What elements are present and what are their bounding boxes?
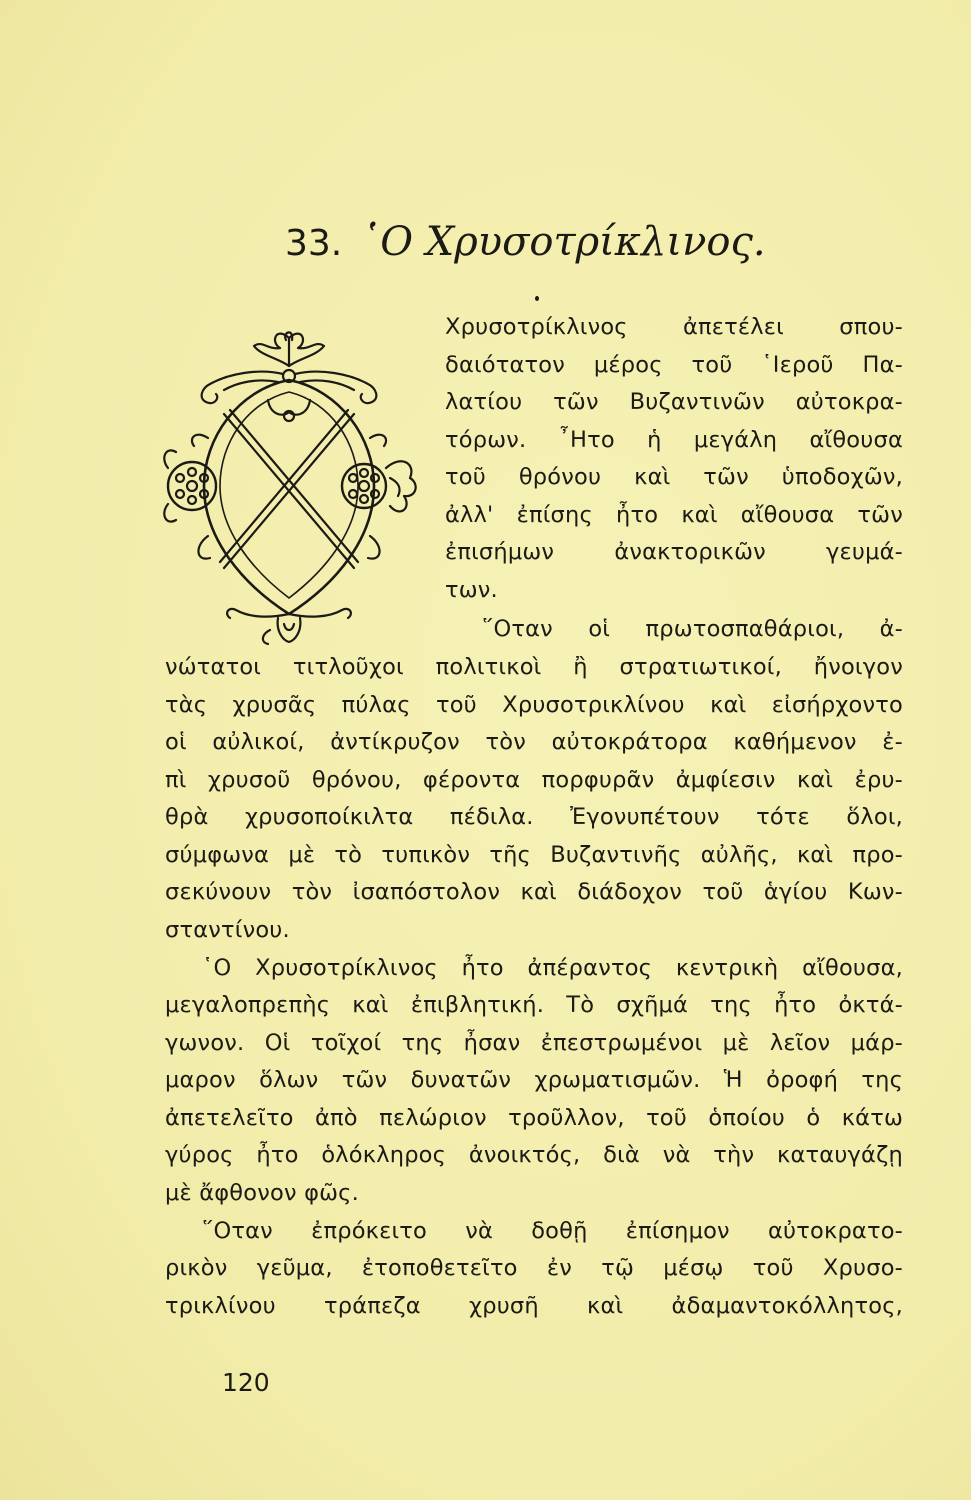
chapter-heading — [285, 219, 766, 265]
chapter-number: 33. — [285, 223, 343, 264]
ornamental-frame-icon — [158, 318, 420, 648]
page-number: 120 — [222, 1368, 270, 1397]
text-line: ῞Οταν οἱ πρωτοσπαθάριοι, ἀ- — [482, 616, 903, 642]
chapter-title: ῾Ο Χρυσοτρίκλινος. — [360, 219, 766, 265]
text-line: ρικὸν γεῦμα, ἐτοποθετεῖτο ἐν τῷ μέσῳ τοῦ Χρυσο- — [165, 1255, 903, 1281]
text-line: τοῦ θρόνου καὶ τῶν ὑποδοχῶν, — [445, 464, 903, 490]
text-line: θρὰ χρυσοποίκιλτα πέδιλα. Ἐγονυπέτουν τότε ὅλοι, — [165, 804, 903, 830]
text-line: ῾Ο Χρυσοτρίκλινος ἦτο ἀπέραντος κεντρικὴ αἴθουσα, — [202, 955, 903, 981]
text-line: μεγαλοπρεπὴς καὶ ἐπιβλητική. Τὸ σχῆμά της ἦτο ὀκτά- — [165, 992, 903, 1018]
text-line: σύμφωνα μὲ τὸ τυπικὸν τῆς Βυζαντινῆς αὐλῆς, καὶ προ- — [165, 842, 903, 868]
text-line: ἀπετελεῖτο ἀπὸ πελώριον τροῦλλον, τοῦ ὁποίου ὁ κάτω — [165, 1105, 903, 1131]
text-line: οἱ αὐλικοί, ἀντίκρυζον τὸν αὐτοκράτορα καθήμενον ἐ- — [165, 729, 903, 755]
text-line: μαρον ὅλων τῶν δυνατῶν χρωματισμῶν. Ἡ ὀροφή της — [165, 1067, 903, 1093]
text-line: ἐπισήμων ἀνακτορικῶν γευμά- — [445, 539, 903, 565]
text-line: πὶ χρυσοῦ θρόνου, φέροντα πορφυρᾶν ἀμφίεσιν καὶ ἐρυ- — [165, 767, 903, 793]
text-line: μὲ ἄφθονον φῶς. — [165, 1180, 359, 1206]
text-line: σταντίνου. — [165, 917, 290, 943]
text-line: γύρος ἦτο ὁλόκληρος ἀνοικτός, διὰ νὰ τὴν καταυγάζῃ — [165, 1142, 903, 1168]
text-line: νώτατοι τιτλοῦχοι πολιτικοὶ ἢ στρατιωτικοί, ἤνοιγον — [165, 654, 903, 680]
ink-dot — [535, 296, 539, 301]
text-line: τόρων. ῏Ητο ἡ μεγάλη αἴθουσα — [445, 427, 903, 453]
text-line: τὰς χρυσᾶς πύλας τοῦ Χρυσοτρικλίνου καὶ εἰσήρχοντο — [165, 692, 903, 718]
text-line: δαιότατον μέρος τοῦ ῾Ιεροῦ Πα- — [445, 352, 903, 378]
text-line: ῞Οταν ἐπρόκειτο νὰ δοθῇ ἐπίσημον αὐτοκρατο- — [202, 1218, 903, 1244]
text-line: γωνον. Οἱ τοῖχοί της ἦσαν ἐπεστρωμένοι μὲ λεῖον μάρ- — [165, 1030, 903, 1056]
text-line: λατίου τῶν Βυζαντινῶν αὐτοκρα- — [445, 389, 903, 415]
text-line: τρικλίνου τράπεζα χρυσῆ καὶ ἀδαμαντοκόλλητος, — [165, 1293, 903, 1319]
text-line: των. — [445, 577, 498, 603]
text-line: ἀλλ' ἐπίσης ἦτο καὶ αἴθουσα τῶν — [445, 502, 903, 528]
text-line: σεκύνουν τὸν ἰσαπόστολον καὶ διάδοχον τοῦ ἁγίου Κων- — [165, 879, 903, 905]
text-line: Χρυσοτρίκλινος ἀπετέλει σπου- — [445, 314, 903, 340]
